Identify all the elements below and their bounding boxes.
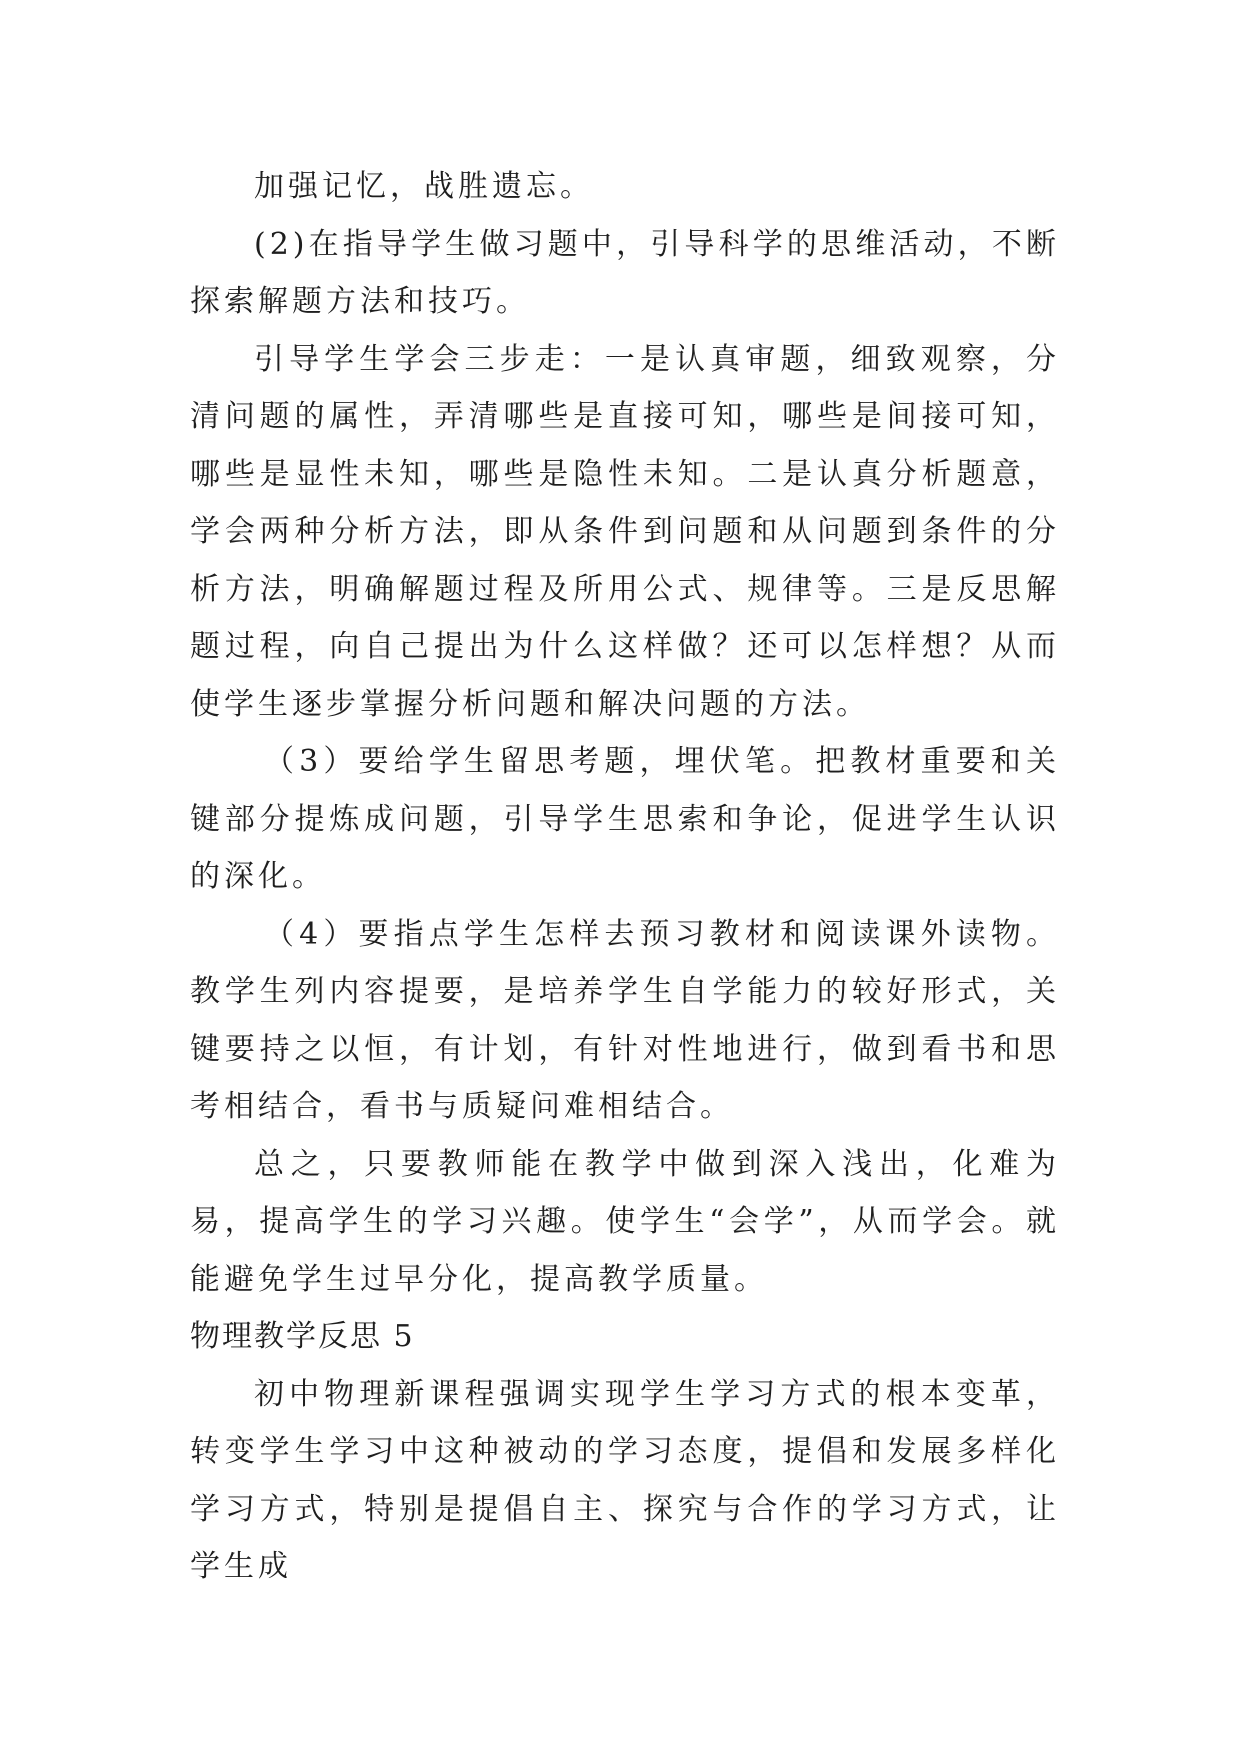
- document-body: [190, 158, 1060, 1596]
- paragraph-summary: 总之，只要教师能在教学中做到深入浅出，化难为易，提高学生的学习兴趣。使学生“会学”，从而学会。就能避免学生过早分化，提高教学质量。: [190, 1146, 1060, 1297]
- paragraph-preview-reading: （4）要指点学生怎样去预习教材和阅读课外读物。教学生列内容提要，是培养学生自学能力的较好形式，关键要持之以恒，有计划，有针对性地进行，做到看书和思考相结合，看书与质疑问难相结合。: [190, 916, 1060, 1124]
- paragraph-exercise-guidance: (2)在指导学生做习题中，引导科学的思维活动，不断探索解题方法和技巧。: [190, 226, 1060, 319]
- section-heading: 物理教学反思 5: [190, 1319, 415, 1354]
- paragraph-thinking-questions: （3）要给学生留思考题，埋伏笔。把教材重要和关键部分提炼成问题，引导学生思索和争论，促进学生认识的深化。: [190, 744, 1060, 894]
- paragraph-three-steps: 引导学生学会三步走：一是认真审题，细致观察，分清问题的属性，弄清哪些是直接可知，哪些是间接可知，哪些是显性未知，哪些是隐性未知。二是认真分析题意，学会两种分析方法，即从条件到问题和从问题到条件的分析方法，明确解题过程及所用公式、规律等。三是反思解题过程，向自己提出为什么这样做？还可以怎样想？从而使学生逐步掌握分析问题和解决问题的方法。: [190, 341, 1060, 722]
- paragraph-memory: 加强记忆，战胜遗忘。: [254, 169, 594, 204]
- paragraph-new-curriculum: 初中物理新课程强调实现学生学习方式的根本变革，转变学生学习中这种被动的学习态度，提倡和发展多样化学习方式，特别是提倡自主、探究与合作的学习方式，让学生成: [190, 1376, 1060, 1584]
